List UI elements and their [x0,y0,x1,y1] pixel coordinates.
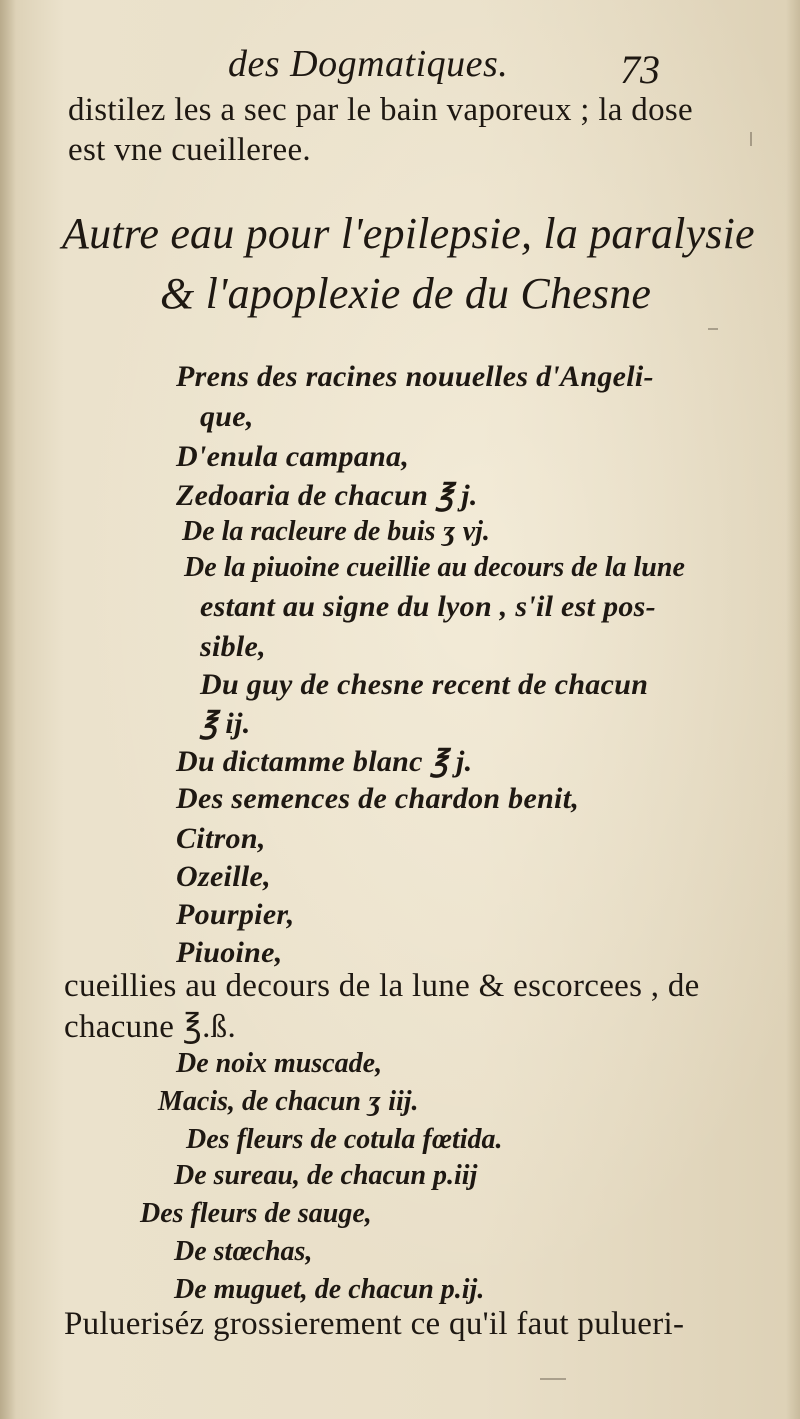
print-mark [750,132,752,146]
ingredient-line: De muguet, de chacun p.ij. [174,1274,485,1305]
ingredient-line: De la piuoine cueillie au decours de la lune [184,552,685,583]
ingredient-line: De la racleure de buis ʒ vj. [182,516,490,547]
ingredient-line: Prens des racines nouuelles d'Angeli- [176,360,654,393]
ingredient-line: De sureau, de chacun p.iij [174,1160,478,1191]
ingredient-line: estant au signe du lyon , s'il est pos- [200,590,656,623]
ingredient-line: Pourpier, [176,898,295,931]
ingredient-line: Zedoaria de chacun ℥ j. [176,479,478,512]
ingredient-line: que, [200,400,254,433]
ingredient-line: Ozeille, [176,860,271,893]
intro-line-1: distilez les a sec par le bain vaporeux ; la dose [68,92,693,128]
ingredient-line: Des semences de chardon benit, [176,782,580,815]
recipe-heading-line-2: & l'apoplexie de du Chesne [160,269,652,318]
ingredient-line: D'enula campana, [176,440,410,473]
ingredient-line: sible, [200,630,266,663]
preparation-line-2: chacune ℥.ß. [64,1009,236,1045]
closing-line: Pulueriséz grossierement ce qu'il faut pulueri- [64,1306,685,1342]
ingredient-line: De stœchas, [174,1236,313,1267]
ingredient-line: De noix muscade, [176,1048,383,1079]
page-number: 73 [620,47,660,92]
recipe-heading-line-1: Autre eau pour l'epilepsie, la paralysie [62,209,755,258]
ingredient-line: Des fleurs de cotula fœtida. [186,1124,503,1155]
ingredient-line: Macis, de chacun ʒ iij. [158,1086,419,1117]
ingredient-line: Du guy de chesne recent de chacun [200,668,649,701]
preparation-line-1: cueillies au decours de la lune & escorcees , de [64,968,700,1004]
page-edge-shadow-right [786,0,800,1419]
ingredient-line: Des fleurs de sauge, [140,1198,372,1229]
print-mark [540,1378,566,1380]
ingredient-line: Du dictamme blanc ℥ j. [176,745,473,778]
intro-line-2: est vne cueilleree. [68,132,311,168]
print-mark [708,328,718,330]
ingredient-line: Citron, [176,822,266,855]
ingredient-line: Piuoine, [176,936,283,969]
ingredient-line: ℥ ij. [200,707,251,740]
page-edge-shadow-left [0,0,16,1419]
running-title: des Dogmatiques. [228,43,509,85]
